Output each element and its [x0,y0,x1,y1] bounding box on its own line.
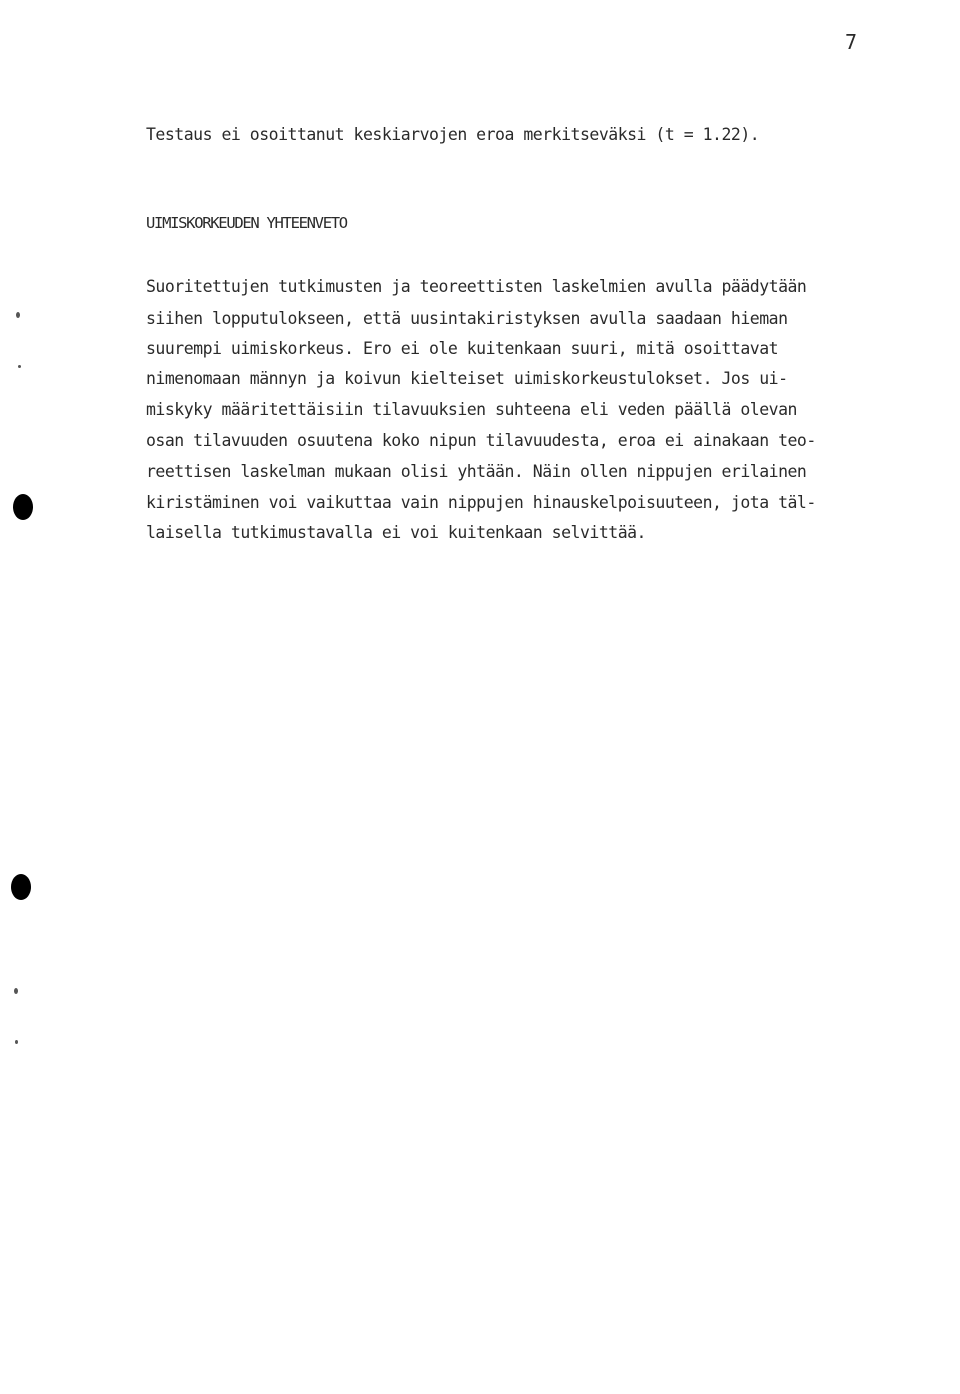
paragraph-line: laisella tutkimustavalla ei voi kuitenkaan selvittää. [146,523,646,542]
punch-hole [11,874,31,900]
paragraph-line: osan tilavuuden osuutena koko nipun tilavuudesta, eroa ei ainakaan teo- [146,431,816,450]
paragraph-line: nimenomaan männyn ja koivun kielteiset uimiskorkeustulokset. Jos ui- [146,369,788,388]
intro-sentence: Testaus ei osoittanut keskiarvojen eroa merkitseväksi (t = 1.22). [146,125,760,144]
section-heading: UIMISKORKEUDEN YHTEENVETO [146,214,347,232]
scan-speck [16,312,20,318]
paragraph-line: kiristäminen voi vaikuttaa vain nippujen hinauskelpoisuuteen, jota täl- [146,493,816,512]
scan-speck [14,988,18,994]
punch-hole [13,494,33,520]
paragraph-line: reettisen laskelman mukaan olisi yhtään. Näin ollen nippujen erilainen [146,462,807,481]
scan-speck [15,1040,18,1044]
paragraph-line: Suoritettujen tutkimusten ja teoreettisten laskelmien avulla päädytään [146,277,807,296]
paragraph-line: suurempi uimiskorkeus. Ero ei ole kuitenkaan suuri, mitä osoittavat [146,339,779,358]
paragraph-line: siihen lopputulokseen, että uusintakiristyksen avulla saadaan hieman [146,309,788,328]
scan-speck [18,365,21,368]
page-number: 7 [845,30,858,54]
paragraph-line: miskyky määritettäisiin tilavuuksien suhteena eli veden päällä olevan [146,400,797,419]
